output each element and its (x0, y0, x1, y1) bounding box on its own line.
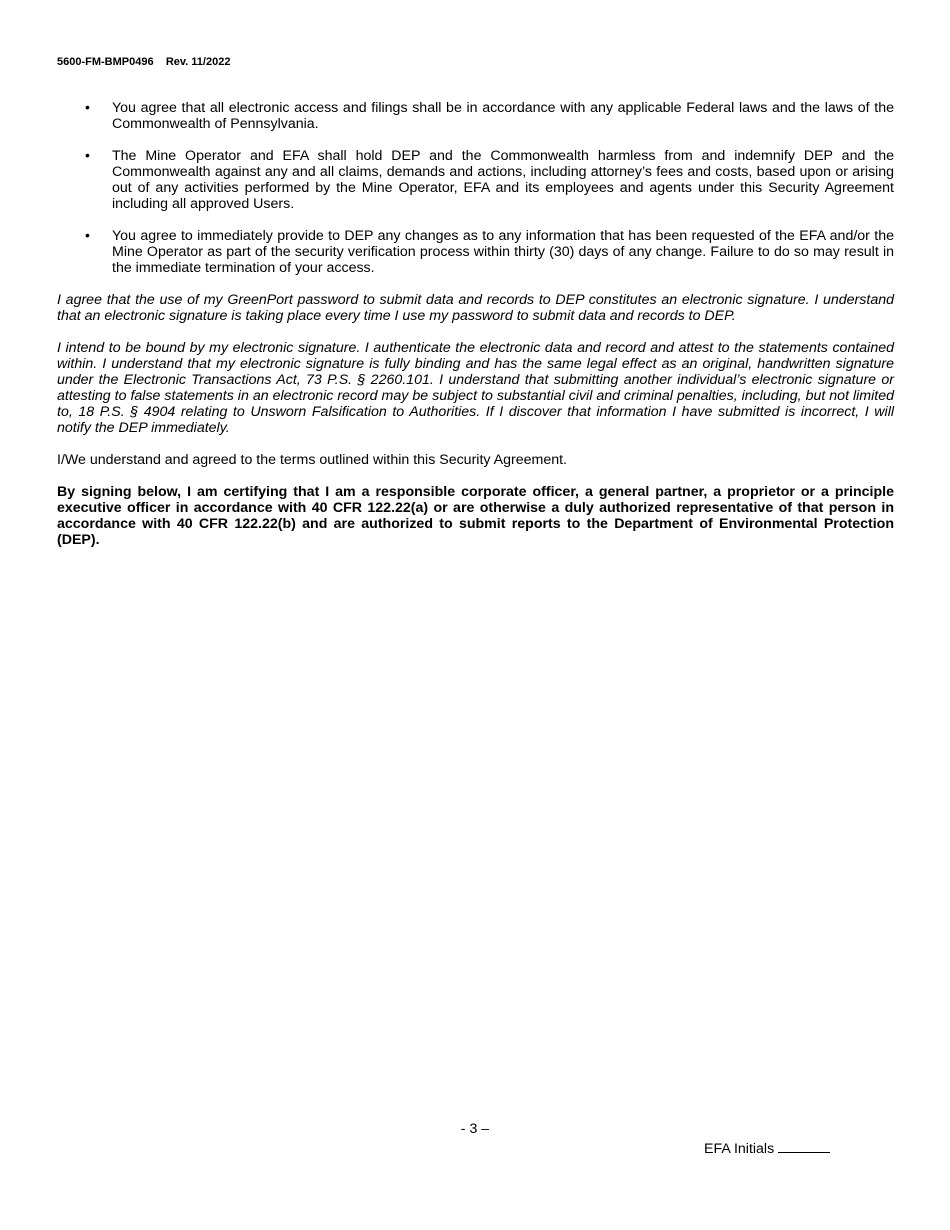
list-item (57, 100, 894, 132)
form-id-header: 5600-FM-BMP0496 Rev. 11/2022 (57, 56, 231, 68)
bullet-icon: • (85, 148, 90, 164)
bullet-icon: • (85, 228, 90, 244)
password-signature-paragraph: I agree that the use of my GreenPort password to submit data and records to DEP constitutes an electronic signature. I understand that an electronic signature is taking place every time I use my password to submit data and records to DEP. (57, 292, 894, 324)
bullet-text: The Mine Operator and EFA shall hold DEP and the Commonwealth harmless from and indemnify DEP and the Commonwealth against any and all claims, demands and actions, including attorney’s fees and costs, based upon or arising out of any activities performed by the Mine Operator, EFA and its employees and agents under this Security Agreement including all approved Users. (112, 148, 894, 212)
page-number: - 3 – (460, 1121, 490, 1137)
list-item (57, 148, 894, 212)
efa-initials-blank-line (778, 1139, 830, 1153)
efa-initials (704, 1139, 830, 1157)
bullet-text: You agree that all electronic access and filings shall be in accordance with any applicable Federal laws and the laws of the Commonwealth of Pennsylvania. (112, 100, 894, 132)
bound-signature-paragraph: I intend to be bound by my electronic signature. I authenticate the electronic data and record and attest to the statements contained within. I understand that my electronic signature is fully binding and has the same legal effect as an original, handwritten signature under the Electronic Transactions Act, 73 P.S. § 2260.101. I understand that submitting another individual’s electronic signature or attesting to false statements in an electronic record may be subject to substantial civil and criminal penalties, including, but not limited to, 18 P.S. § 4904 relating to Unsworn Falsification to Authorities. If I discover that information I have submitted is incorrect, I will notify the DEP immediately. (57, 340, 894, 436)
bullet-icon: • (85, 100, 90, 116)
agreement-terms-list (57, 100, 894, 276)
certification-paragraph: By signing below, I am certifying that I am a responsible corporate officer, a general partner, a proprietor or a principle executive officer in accordance with 40 CFR 122.22(a) or are otherwise a duly authorized representative of that person in accordance with 40 CFR 122.22(b) and are authorized to submit reports to the Department of Environmental Protection (DEP). (57, 484, 894, 548)
list-item (57, 228, 894, 276)
document-body (57, 100, 894, 564)
bullet-text: You agree to immediately provide to DEP any changes as to any information that has been requested of the EFA and/or the Mine Operator as part of the security verification process within thirty (30) days of any change. Failure to do so may result in the immediate termination of your access. (112, 228, 894, 276)
efa-initials-label: EFA Initials (704, 1141, 775, 1157)
agreement-paragraph: I/We understand and agreed to the terms outlined within this Security Agreement. (57, 452, 567, 468)
